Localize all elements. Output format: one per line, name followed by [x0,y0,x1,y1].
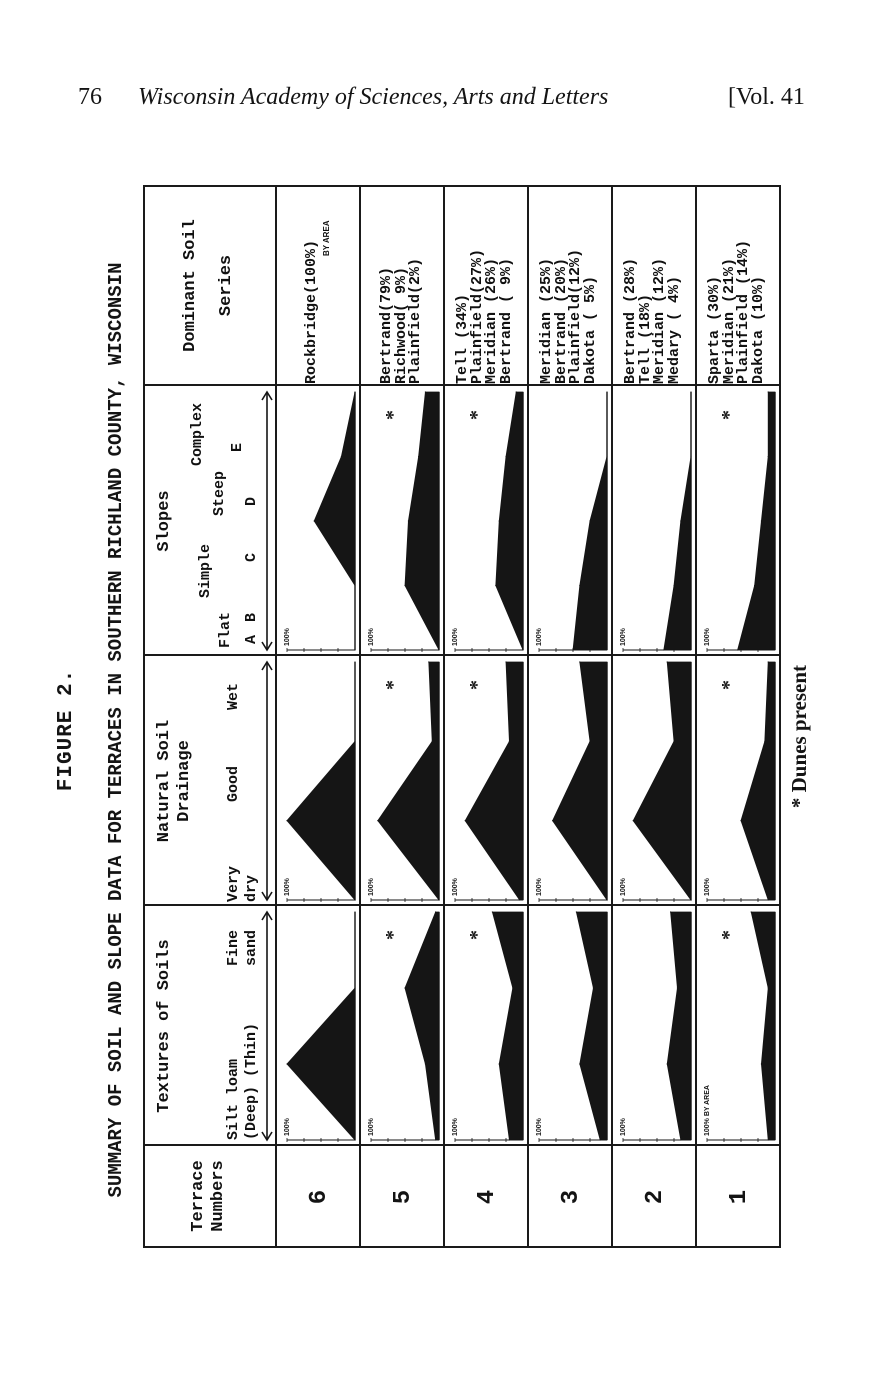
profile-area [667,912,691,1140]
profile-point [768,1139,769,1140]
figure-caption: SUMMARY OF SOIL AND SLOPE DATA FOR TERRACES IN SOUTHERN RICHLAND COUNTY, WISCONSIN [105,262,127,1198]
profile-point [354,661,355,662]
profile-point [663,649,664,650]
profile-area [633,662,691,900]
profile-point [768,899,769,900]
profile-point [572,649,573,650]
profile-area [378,662,439,900]
dunes-footnote: * Dunes present [787,665,811,809]
profile-area [496,392,523,650]
profile-point [737,649,738,650]
series-entry: Plainfield(12%) [567,248,584,384]
profile-point [589,520,590,521]
profile-point [505,661,506,662]
header-drainage-left-2: dry [243,874,260,902]
profile-point [499,1063,500,1064]
series-note: BY AREA [321,220,331,256]
profile-point [761,1063,762,1064]
series-entry: Meridian (12%) [651,257,668,384]
profile-point [354,391,355,392]
header-textures-right-2: sand [243,929,260,966]
series-entry: Meridian (25%) [538,257,555,384]
profile-point [579,585,580,586]
profile-point [680,1139,681,1140]
header-series-line2: Series [217,254,236,317]
profile-point [680,520,681,521]
header-slopes-simple: Simple [197,543,214,598]
chart-tick-label: 100% [704,628,711,646]
profile-area [738,392,775,650]
series-entry: Medary ( 4%) [665,275,683,384]
profile-point [408,520,409,521]
header-slopes-flat: Flat [217,611,234,648]
profile-point [516,391,517,392]
dune-marker: * [718,930,740,940]
profile-point [432,741,433,742]
journal-title: Wisconsin Academy of Sciences, Arts and Letters [138,84,609,110]
profile-point [667,661,668,662]
chart-tick-label: 100% [452,628,459,646]
dune-marker: * [382,930,404,940]
profile-point [354,911,355,912]
chart-tick-label: 100% [620,1118,627,1136]
chart-tick-label: 100% [536,878,543,896]
profile-point [354,899,355,900]
profile-point [314,520,315,521]
dune-marker: * [466,930,488,940]
chart-tick-label: 100% [284,628,291,646]
profile-point [435,911,436,912]
profile-area [751,912,775,1140]
chart-tick-label: 100% [536,1118,543,1136]
profile-point [354,987,355,988]
header-textures-left-2: (Deep) (Thin) [243,1022,260,1140]
header-drainage-right: Wet [225,682,242,710]
chart-tick-label: 100% [452,1118,459,1136]
series-entry: Bertrand (28%) [622,257,639,384]
profile-point [354,1139,355,1140]
profile-point [740,820,741,821]
profile-area [576,912,607,1140]
slope-letter-e: E [229,442,246,452]
chart-tick-label: 100% [284,878,291,896]
header-slopes-complex: Complex [189,402,206,466]
profile-point [633,820,634,821]
terrace-number: 2 [641,1189,669,1205]
header-series-line1: Dominant Soil [181,219,200,352]
series-entry: Bertrand(79%) [378,266,395,384]
series-entry: Tell (18%) [636,293,654,384]
series-entry: Bertrand ( 9%) [497,257,515,384]
dune-marker: * [382,410,404,420]
profile-point [768,661,769,662]
profile-point [589,741,590,742]
profile-point [768,391,769,392]
series-entry: Dakota (10%) [749,275,767,384]
profile-point [606,391,607,392]
series-entry: Rockbridge(100%) [303,239,320,384]
series-entry: Richwood( 9%) [392,266,410,384]
profile-point [670,911,671,912]
profile-area [287,662,355,900]
profile-area [287,912,355,1140]
profile-point [354,649,355,650]
series-entry: Plainfield (14%) [735,239,752,384]
chart-tick-label: 100% [620,628,627,646]
profile-point [690,899,691,900]
profile-point [404,987,405,988]
profile-area [492,912,523,1140]
slope-letter-a: A [243,634,260,644]
profile-point [579,661,580,662]
profile-point [761,520,762,521]
profile-point [519,899,520,900]
profile-point [435,1139,436,1140]
header-terrace-line1: Terrace [189,1160,208,1232]
chart-tick-label: 100% [452,878,459,896]
series-entry: Plainfield(2%) [407,257,424,384]
profile-point [286,1063,287,1064]
profile-area [664,392,691,650]
slope-letter-b: B [243,612,260,622]
profile-point [673,585,674,586]
profile-point [428,661,429,662]
profile-point [438,899,439,900]
header-terrace-line2: Numbers [209,1160,228,1232]
header-textures-title: Textures of Soils [155,939,174,1113]
profile-point [667,1063,668,1064]
profile-point [576,911,577,912]
profile-point [522,649,523,650]
header-slopes-title: Slopes [155,490,174,552]
profile-point [425,1063,426,1064]
terrace-number: 4 [473,1189,501,1205]
profile-point [438,649,439,650]
series-entry: Dakota ( 5%) [581,275,599,384]
header-drainage-title-2: Drainage [175,740,194,822]
profile-point [606,899,607,900]
header-drainage-left-1: Very [225,865,242,902]
dune-marker: * [718,680,740,690]
profile-point [673,741,674,742]
chart-tick-label: 100% [704,878,711,896]
page-number: 76 [78,84,102,110]
header-drainage-mid: Good [225,765,242,802]
rotated-figure [55,195,825,1265]
dune-marker: * [718,410,740,420]
profile-point [495,585,496,586]
profile-area [405,392,439,650]
profile-point [505,456,506,457]
profile-area [314,392,355,650]
terrace-number: 5 [389,1189,417,1205]
terrace-number: 1 [725,1189,753,1205]
series-entry: Meridian (26%) [483,257,500,384]
series-entry: Plainfield(27%) [468,248,486,384]
profile-point [354,741,355,742]
profile-point [690,456,691,457]
profile-area [553,662,607,900]
profile-point [499,520,500,521]
profile-point [690,391,691,392]
profile-point [341,456,342,457]
summary-table [143,185,781,1248]
profile-point [418,456,419,457]
profile-point [492,911,493,912]
chart-tick-label: 100% [284,1118,291,1136]
terrace-number: 6 [305,1189,333,1205]
profile-point [552,820,553,821]
profile-point [286,820,287,821]
profile-charts [143,185,781,1248]
profile-point [512,987,513,988]
slope-letter-c: C [243,552,260,562]
dune-marker: * [382,680,404,690]
profile-point [465,820,466,821]
chart-tick-label: 100% [536,628,543,646]
series-entry: Bertrand (20%) [552,257,570,384]
profile-point [606,456,607,457]
terrace-number: 3 [557,1189,585,1205]
figure-label: FIGURE 2. [55,668,78,792]
profile-area [465,662,523,900]
profile-point [509,1139,510,1140]
profile-point [768,456,769,457]
chart-tick-label: 100% [620,878,627,896]
slope-letter-d: D [243,496,260,506]
profile-area [741,662,775,900]
profile-point [754,585,755,586]
profile-point [404,585,405,586]
header-drainage-title-1: Natural Soil [155,719,174,843]
profile-point [751,911,752,912]
chart-tick-label: 100% [368,878,375,896]
running-head [0,0,872,120]
profile-point [377,820,378,821]
profile-point [425,391,426,392]
series-entry: Meridian (21%) [720,257,738,384]
dune-marker: * [466,680,488,690]
profile-point [579,1063,580,1064]
profile-point [354,585,355,586]
dune-marker: * [466,410,488,420]
header-textures-left-1: Silt loam [225,1058,242,1140]
profile-point [593,987,594,988]
profile-area [405,912,439,1140]
chart-tick-label: 100% [368,628,375,646]
profile-point [677,987,678,988]
profile-point [764,741,765,742]
series-entry: Sparta (30%) [706,275,723,384]
chart-tick-label: 100% [368,1118,375,1136]
profile-point [509,741,510,742]
chart-tick-label: 100% BY AREA [704,1085,711,1136]
header-textures-right-1: Fine [225,929,242,966]
series-entry: Tell (34%) [454,293,471,384]
profile-point [600,1139,601,1140]
header-slopes-steep: Steep [211,470,228,516]
volume-label: [Vol. 41 [728,84,805,110]
profile-point [768,987,769,988]
